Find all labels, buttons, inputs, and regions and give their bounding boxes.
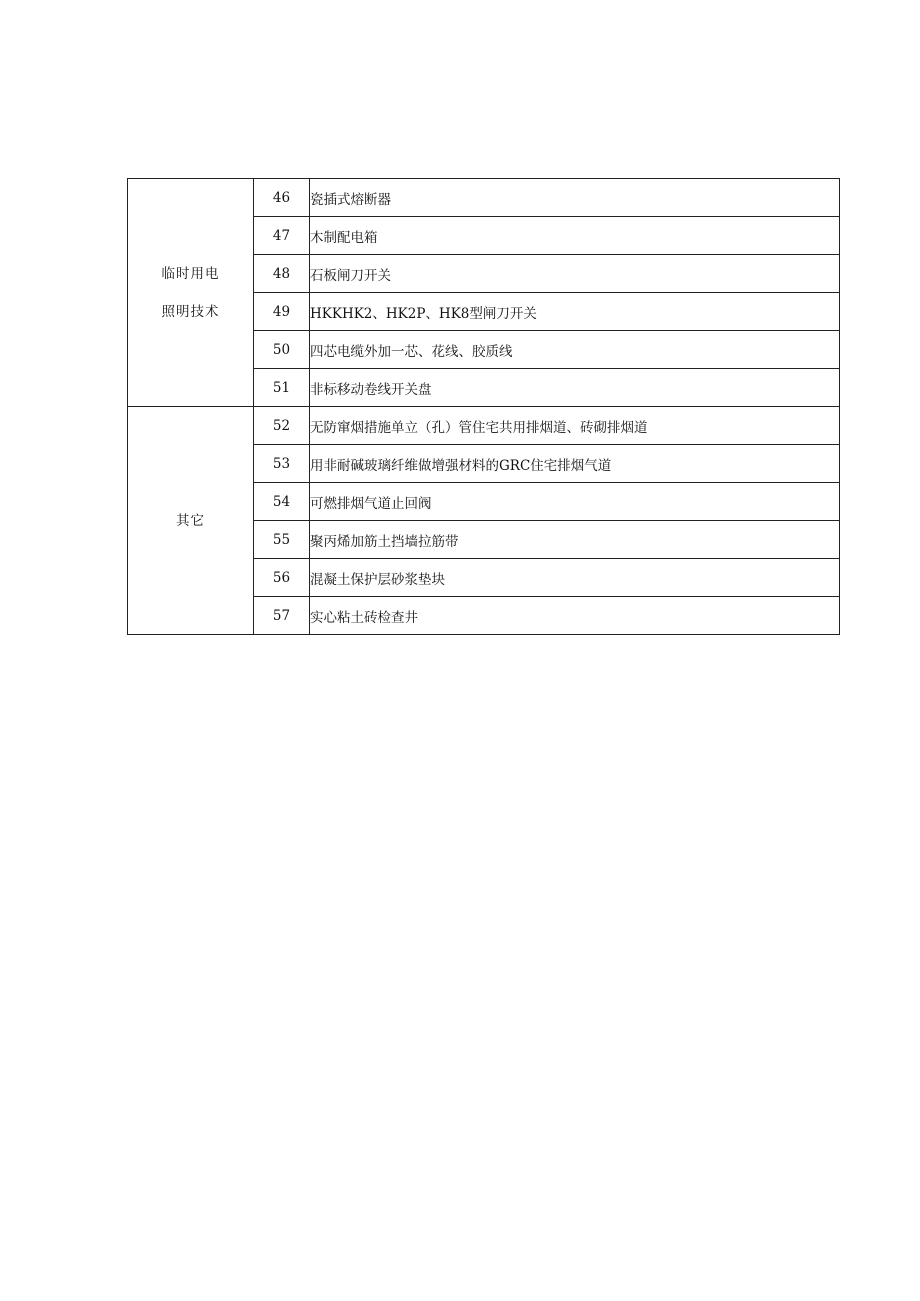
item-name: 混凝土保护层砂浆垫块 [310,559,840,597]
row-number: 57 [254,597,310,635]
row-number: 50 [254,331,310,369]
row-number: 56 [254,559,310,597]
table-row [128,179,840,217]
item-name: 瓷插式熔断器 [310,179,840,217]
row-number: 55 [254,521,310,559]
row-number: 52 [254,407,310,445]
category-cell [128,179,254,407]
category-label-line: 临时用电 [161,265,220,282]
row-number: 53 [254,445,310,483]
row-number: 48 [254,255,310,293]
item-name: 实心粘土砖检查井 [310,597,840,635]
table-body [128,179,840,635]
item-name: 石板闸刀开关 [310,255,840,293]
item-name: 非标移动卷线开关盘 [310,369,840,407]
item-name: 可燃排烟气道止回阀 [310,483,840,521]
item-name: 四芯电缆外加一芯、花线、胶质线 [310,331,840,369]
category-cell [128,407,254,635]
item-name: 无防窜烟措施单立（孔）管住宅共用排烟道、砖砌排烟道 [310,407,840,445]
eliminated-products-table [127,178,840,635]
category-label-line: 照明技术 [161,303,220,320]
item-name: 用非耐碱玻璃纤维做增强材料的GRC住宅排烟气道 [310,445,840,483]
row-number: 46 [254,179,310,217]
item-name: 木制配电箱 [310,217,840,255]
table-row [128,407,840,445]
row-number: 47 [254,217,310,255]
item-name: HKKHK2、HK2P、HK8型闸刀开关 [310,293,840,331]
category-label-line: 其它 [176,512,205,529]
item-name: 聚丙烯加筋土挡墙拉筋带 [310,521,840,559]
row-number: 54 [254,483,310,521]
row-number: 51 [254,369,310,407]
row-number: 49 [254,293,310,331]
